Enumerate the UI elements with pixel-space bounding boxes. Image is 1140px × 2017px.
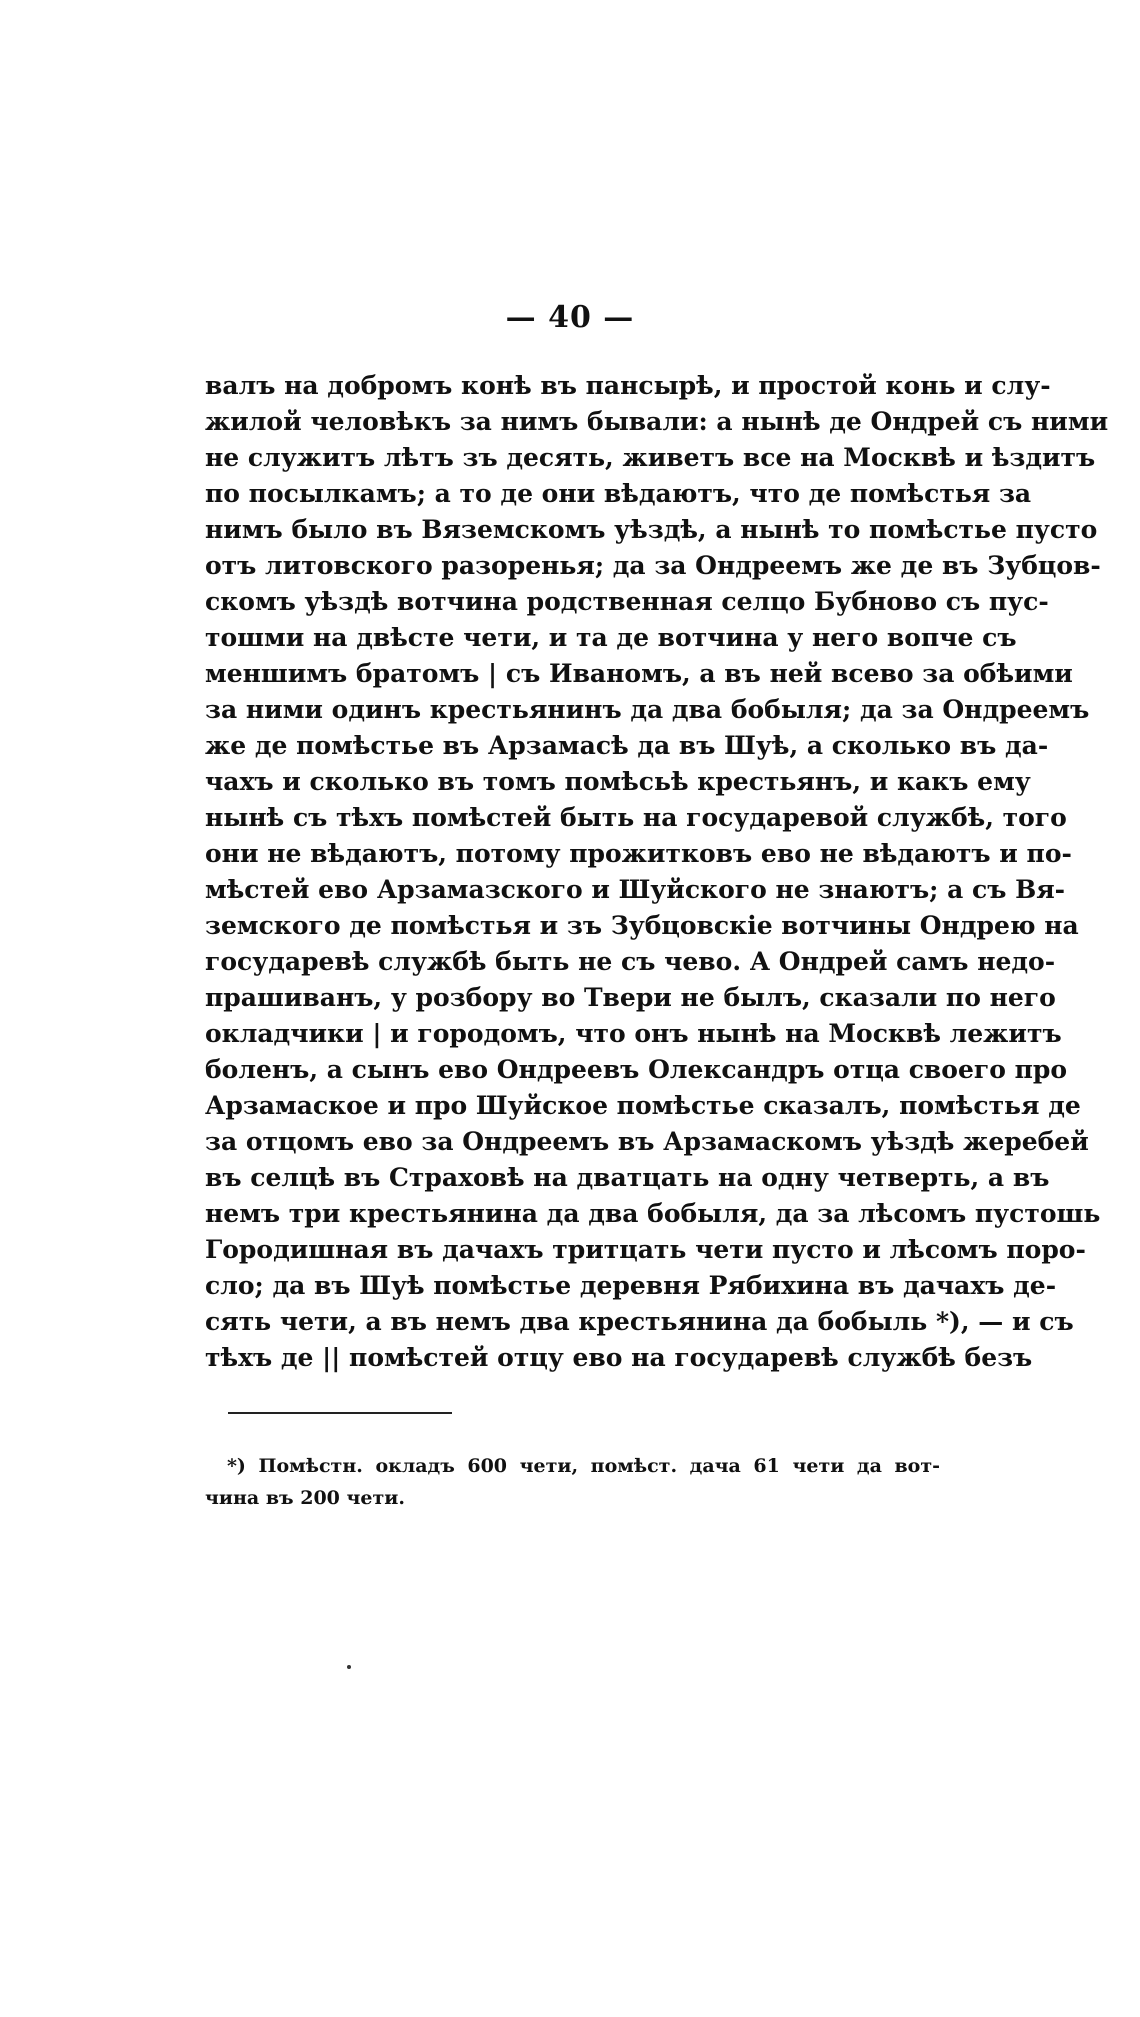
- text-line: нынѣ съ тѣхъ помѣстей быть на государевой службѣ, того: [205, 803, 1067, 832]
- text-line: жилой человѣкъ за нимъ бывали: а нынѣ де Ондрей съ ними: [205, 407, 1109, 436]
- text-line: сять чети, а въ немъ два крестьянина да бобыль *), — и съ: [205, 1307, 1074, 1336]
- text-line: валъ на добромъ конѣ въ пансырѣ, и простой конь и слу-: [205, 371, 1051, 400]
- footnote: [205, 1450, 940, 1514]
- text-line: окладчики | и городомъ, что онъ нынѣ на Москвѣ лежитъ: [205, 1019, 1062, 1048]
- text-line: государевѣ службѣ быть не съ чево. А Ондрей самъ недо-: [205, 947, 1056, 976]
- footnote-line: *) Помѣстн. окладъ 600 чети, помѣст. дача 61 чети да вот-: [227, 1455, 940, 1477]
- text-line: немъ три крестьянина да два бобыля, да за лѣсомъ пустошь: [205, 1199, 1101, 1228]
- text-line: боленъ, а сынъ ево Ондреевъ Олександръ отца своего про: [205, 1055, 1068, 1084]
- text-line: Арзамаское и про Шуйское помѣстье сказалъ, помѣстья де: [205, 1091, 1081, 1120]
- text-line: скомъ уѣздѣ вотчина родственная селцо Бубново съ пус-: [205, 587, 1049, 616]
- text-line: тѣхъ де || помѣстей отцу ево на государевѣ службѣ безъ: [205, 1343, 1033, 1372]
- text-line: сло; да въ Шуѣ помѣстье деревня Рябихина въ дачахъ де-: [205, 1271, 1057, 1300]
- text-line: тошми на двѣсте чети, и та де вотчина у него вопче съ: [205, 623, 1017, 652]
- text-line: они не вѣдаютъ, потому прожитковъ ево не вѣдаютъ и по-: [205, 839, 1072, 868]
- text-line: отъ литовского разоренья; да за Ондреемъ же де въ Зубцов-: [205, 551, 1101, 580]
- text-line: же де помѣстье въ Арзамасѣ да въ Шуѣ, а сколько въ да-: [205, 731, 1049, 760]
- text-line: меншимъ братомъ | съ Иваномъ, а въ ней всево за обѣими: [205, 659, 1073, 688]
- main-text: [205, 368, 1109, 1376]
- text-line: по посылкамъ; а то де они вѣдаютъ, что де помѣстья за: [205, 479, 1032, 508]
- text-line: не служитъ лѣтъ зъ десять, живетъ все на Москвѣ и ѣздитъ: [205, 443, 1096, 472]
- text-line: нимъ было въ Вяземскомъ уѣздѣ, а нынѣ то помѣстье пусто: [205, 515, 1098, 544]
- text-line: за ними одинъ крестьянинъ да два бобыля; да за Ондреемъ: [205, 695, 1090, 724]
- text-line: Городишная въ дачахъ тритцать чети пусто и лѣсомъ поро-: [205, 1235, 1086, 1264]
- page-number: — 40 —: [505, 300, 635, 335]
- text-line: прашиванъ, у розбору во Твери не былъ, сказали по него: [205, 983, 1056, 1012]
- text-line: земского де помѣстья и зъ Зубцовскіе вотчины Ондрею на: [205, 911, 1079, 940]
- footnote-divider: [228, 1412, 452, 1414]
- text-line: мѣстей ево Арзамазского и Шуйского не знаютъ; а съ Вя-: [205, 875, 1066, 904]
- text-line: за отцомъ ево за Ондреемъ въ Арзамаскомъ уѣздѣ жеребей: [205, 1127, 1089, 1156]
- print-speck: [347, 1665, 351, 1669]
- footnote-line: чина въ 200 чети.: [205, 1487, 405, 1509]
- text-line: чахъ и сколько въ томъ помѣсьѣ крестьянъ, и какъ ему: [205, 767, 1031, 796]
- text-line: въ селцѣ въ Страховѣ на дватцать на одну четверть, а въ: [205, 1163, 1050, 1192]
